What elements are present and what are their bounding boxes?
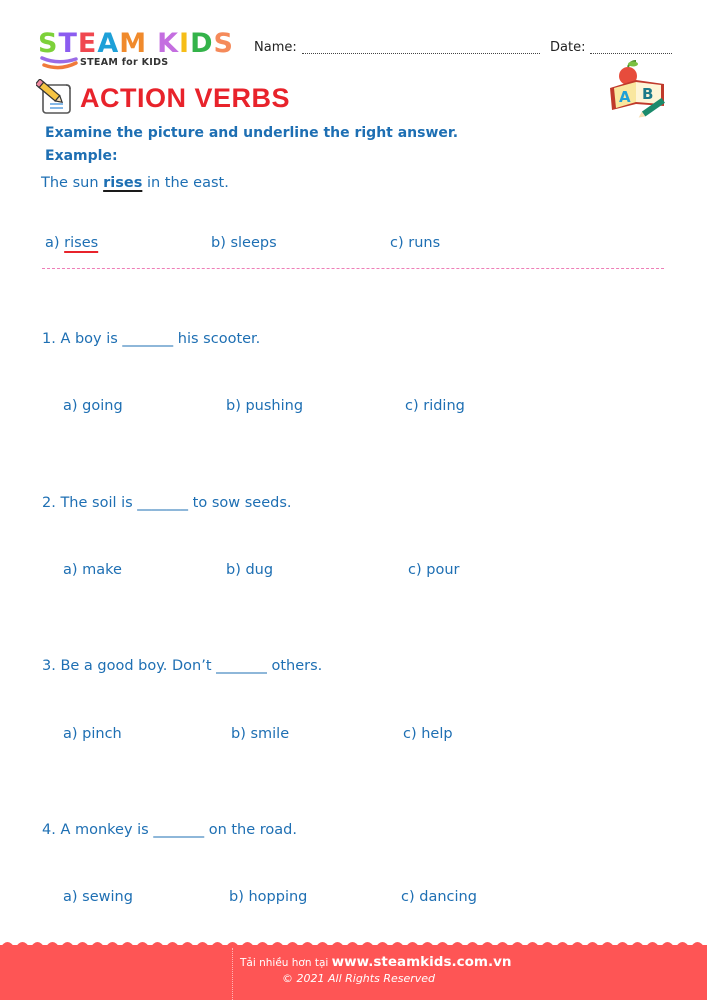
question-1-option-b[interactable]: b) pushing [226, 398, 304, 414]
logo-letter: T [58, 28, 78, 59]
option-underlined-answer: rises [64, 235, 99, 251]
question-3: 3. Be a good boy. Don’t _______ others. [42, 658, 323, 674]
logo-letter: E [77, 28, 98, 59]
footer-copyright: © 2021 All Rights Reserved [282, 972, 436, 985]
question-2-option-b[interactable]: b) dug [226, 562, 274, 578]
date-label: Date: [550, 40, 586, 55]
pencil-paper-icon [36, 79, 74, 115]
logo-letter: S [38, 28, 59, 59]
svg-text:A: A [619, 88, 631, 106]
instruction-text: Examine the picture and underline the right answer. [45, 125, 459, 141]
logo-letter: S [213, 28, 234, 59]
example-label: Example: [45, 148, 118, 164]
date-field[interactable] [590, 53, 672, 54]
question-2-option-c[interactable]: c) pour [408, 562, 460, 578]
footer-divider [232, 948, 233, 1000]
logo-letter: K [157, 28, 180, 59]
question-3-option-c[interactable]: c) help [403, 726, 453, 742]
logo-letter: A [97, 28, 120, 59]
question-1-option-c[interactable]: c) riding [405, 398, 465, 414]
question-1: 1. A boy is _______ his scooter. [42, 331, 261, 347]
page-title: ACTION VERBS [80, 83, 291, 113]
example-sentence-start: The sun [41, 175, 104, 191]
logo-letter: M [119, 28, 148, 59]
example-option-c[interactable]: c) runs [390, 235, 441, 251]
abc-book-icon [606, 58, 672, 118]
dashed-separator [42, 268, 664, 269]
name-label: Name: [254, 40, 297, 55]
question-4: 4. A monkey is _______ on the road. [42, 822, 297, 838]
option-letter: a) [45, 235, 65, 251]
logo-tagline: STEAM for KIDS [80, 57, 169, 68]
steam-kids-logo [38, 30, 238, 70]
example-sentence [41, 175, 229, 191]
question-1-option-a[interactable]: a) going [63, 398, 123, 414]
question-2-option-a[interactable]: a) make [63, 562, 122, 578]
logo-wordmark [38, 30, 234, 58]
example-answer: rises [103, 175, 143, 191]
logo-letter: I [179, 28, 191, 59]
footer-prefix: Tải nhiều hơn tại [240, 957, 332, 969]
question-4-option-c[interactable]: c) dancing [401, 889, 477, 905]
question-3-option-b[interactable]: b) smile [231, 726, 290, 742]
question-3-option-a[interactable]: a) pinch [63, 726, 122, 742]
question-2: 2. The soil is _______ to sow seeds. [42, 495, 292, 511]
question-4-option-a[interactable]: a) sewing [63, 889, 133, 905]
example-option-a[interactable] [45, 235, 98, 251]
logo-letter: D [190, 28, 214, 59]
svg-text:B: B [642, 85, 654, 103]
example-option-b[interactable]: b) sleeps [211, 235, 277, 251]
logo-smile-icon [40, 56, 80, 70]
example-sentence-end: in the east. [142, 175, 229, 191]
footer-website-link[interactable]: www.steamkids.com.vn [331, 954, 512, 970]
footer-download-line [240, 951, 512, 970]
question-4-option-b[interactable]: b) hopping [229, 889, 308, 905]
name-field[interactable] [302, 53, 540, 54]
